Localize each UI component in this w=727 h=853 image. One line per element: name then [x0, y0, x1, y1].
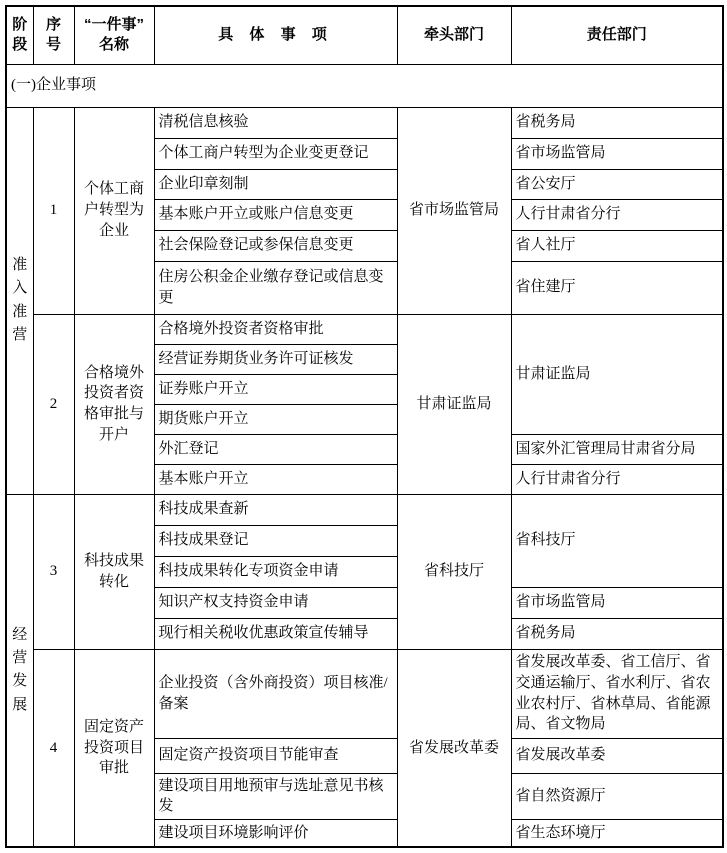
resp-dept-cell: 人行甘肃省分行 [511, 199, 723, 230]
item-cell: 社会保险登记或参保信息变更 [154, 230, 397, 261]
group-no-cell: 3 [33, 494, 74, 649]
stage-label: 经营发展 [12, 626, 28, 713]
resp-dept-cell: 省生态环境厅 [511, 819, 723, 847]
item-cell: 科技成果转化专项资金申请 [154, 556, 397, 587]
item-cell: 清税信息核验 [154, 107, 397, 138]
resp-dept-cell: 省发展改革委、省工信厅、省交通运输厅、省水利厅、省农业农村厅、省林草局、省能源局、省文物局 [511, 649, 723, 738]
header-row [6, 6, 723, 64]
lead-dept-cell: 省科技厅 [397, 494, 511, 649]
header-cell-name [74, 6, 154, 64]
header-stage-line1: 阶 [12, 15, 28, 33]
resp-dept-cell: 省市场监管局 [511, 587, 723, 618]
item-cell: 基本账户开立或账户信息变更 [154, 199, 397, 230]
item-cell: 基本账户开立 [154, 464, 397, 494]
section-row [6, 64, 723, 107]
one-thing-items-table [5, 5, 724, 848]
header-item-label: 具 体 事 项 [218, 25, 333, 43]
resp-dept-cell: 省公安厅 [511, 169, 723, 199]
resp-dept-cell: 省税务局 [511, 107, 723, 138]
header-name-line2: 名称 [98, 36, 129, 54]
group-name-cell: 科技成果转化 [74, 494, 154, 649]
header-cell-item [154, 6, 397, 64]
item-cell: 住房公积金企业缴存登记或信息变更 [154, 261, 397, 314]
stage-cell-access [6, 107, 33, 494]
table-row [6, 494, 723, 525]
resp-dept-cell: 省住建厅 [511, 261, 723, 314]
item-cell: 外汇登记 [154, 434, 397, 464]
item-cell: 建设项目用地预审与选址意见书核发 [154, 773, 397, 819]
group-no-cell: 4 [33, 649, 74, 847]
group-no-cell: 2 [33, 314, 74, 494]
table-row [6, 314, 723, 344]
stage-cell-development [6, 494, 33, 847]
lead-dept-cell: 省市场监管局 [397, 107, 511, 314]
table-row [6, 649, 723, 738]
resp-dept-cell: 省发展改革委 [511, 738, 723, 773]
group-name-cell: 个体工商户转型为企业 [74, 107, 154, 314]
lead-dept-cell: 甘肃证监局 [397, 314, 511, 494]
resp-dept-cell: 省市场监管局 [511, 138, 723, 169]
item-cell: 企业印章刻制 [154, 169, 397, 199]
header-stage-line2: 段 [12, 36, 28, 54]
resp-dept-cell: 省自然资源厅 [511, 773, 723, 819]
item-cell: 期货账户开立 [154, 404, 397, 434]
group-no-cell: 1 [33, 107, 74, 314]
header-no-line2: 号 [45, 36, 61, 54]
table-row [6, 107, 723, 138]
item-cell: 企业投资（含外商投资）项目核准/备案 [154, 649, 397, 738]
item-cell: 经营证券期货业务许可证核发 [154, 344, 397, 374]
header-cell-resp: 责任部门 [511, 6, 723, 64]
item-cell: 合格境外投资者资格审批 [154, 314, 397, 344]
resp-dept-cell: 国家外汇管理局甘肃省分局 [511, 434, 723, 464]
header-no-line1: 序 [45, 15, 61, 33]
header-cell-no [33, 6, 74, 64]
stage-label: 准入准营 [12, 257, 28, 343]
group-name-cell: 固定资产投资项目审批 [74, 649, 154, 847]
resp-dept-cell: 省人社厅 [511, 230, 723, 261]
resp-dept-cell: 省税务局 [511, 618, 723, 649]
item-cell: 科技成果登记 [154, 525, 397, 556]
resp-dept-cell: 省科技厅 [511, 494, 723, 587]
header-name-line1: “一件事” [83, 15, 144, 33]
header-cell-stage [6, 6, 33, 64]
lead-dept-cell: 省发展改革委 [397, 649, 511, 847]
resp-dept-cell: 人行甘肃省分行 [511, 464, 723, 494]
group-name-cell: 合格境外投资者资格审批与开户 [74, 314, 154, 494]
resp-dept-cell: 甘肃证监局 [511, 314, 723, 434]
item-cell: 个体工商户转型为企业变更登记 [154, 138, 397, 169]
section-title: (一)企业事项 [6, 64, 723, 107]
item-cell: 科技成果查新 [154, 494, 397, 525]
item-cell: 现行相关税收优惠政策宣传辅导 [154, 618, 397, 649]
item-cell: 建设项目环境影响评价 [154, 819, 397, 847]
item-cell: 证券账户开立 [154, 374, 397, 404]
item-cell: 固定资产投资项目节能审查 [154, 738, 397, 773]
item-cell: 知识产权支持资金申请 [154, 587, 397, 618]
header-cell-lead: 牵头部门 [397, 6, 511, 64]
